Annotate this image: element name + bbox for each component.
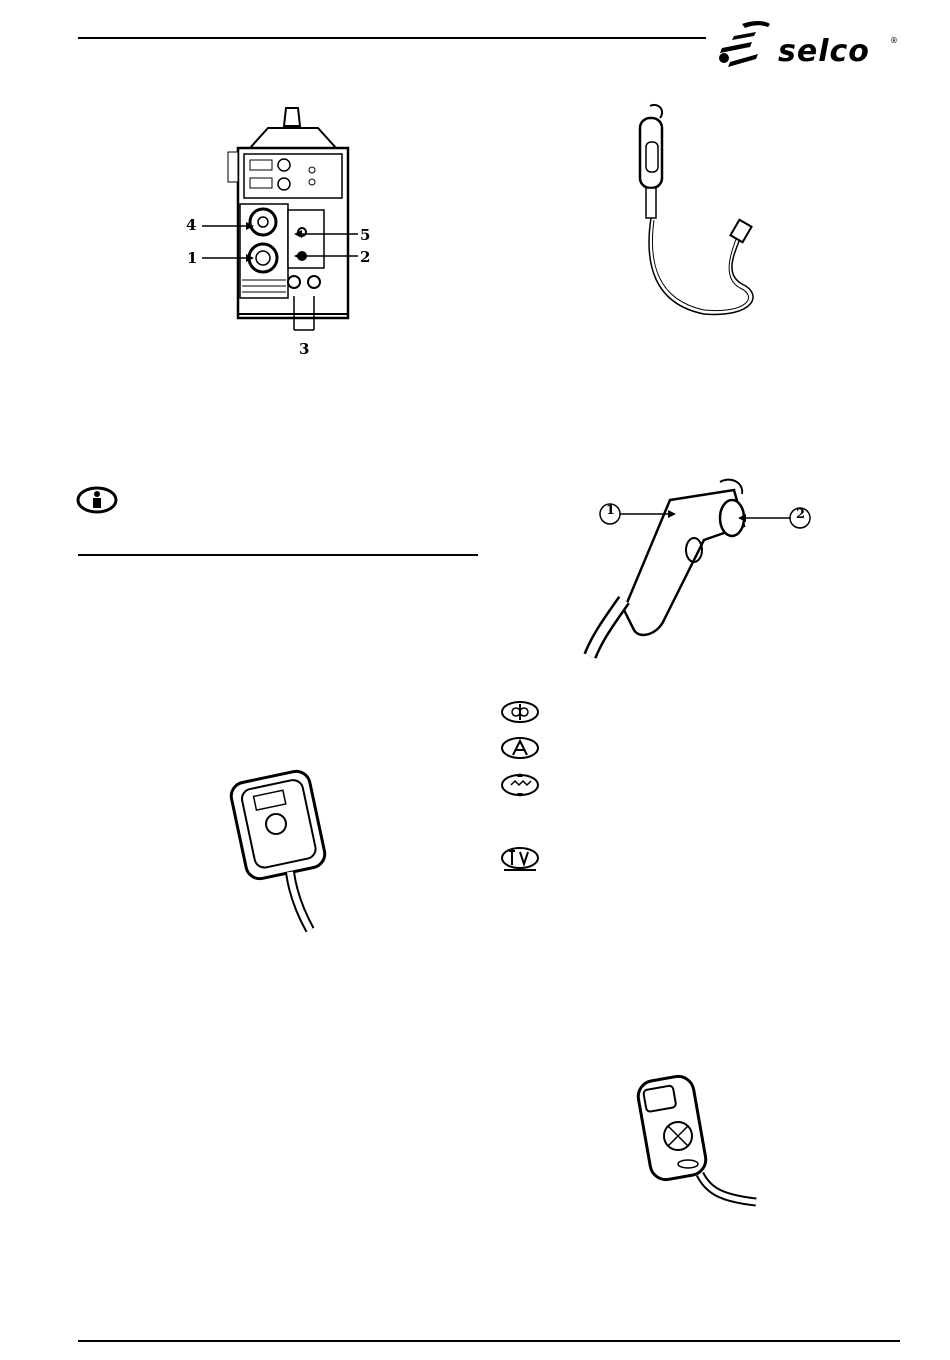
callout-arrows-front-panel <box>190 220 370 340</box>
callout-4: 4 <box>186 216 197 234</box>
current-icon <box>500 736 540 760</box>
torch-callout-1: 1 <box>606 503 616 518</box>
section-rule <box>78 554 478 556</box>
registered-mark: ® <box>890 36 898 45</box>
callout-arrows-torch <box>596 502 816 532</box>
voltage-icon <box>500 846 540 872</box>
remote-control-figure <box>230 768 330 938</box>
info-icon <box>76 486 118 514</box>
callout-5: 5 <box>360 226 371 244</box>
inductance-icon <box>500 772 540 798</box>
callout-1: 1 <box>187 249 198 267</box>
torch-figure <box>584 470 754 666</box>
callout-3: 3 <box>299 340 310 358</box>
handheld-remote-figure <box>636 1074 760 1210</box>
pendant-cable-figure <box>624 104 774 324</box>
header-rule <box>78 37 706 39</box>
wire-feed-icon <box>500 700 540 724</box>
selco-logo-icon <box>712 18 772 68</box>
logo-text: selco <box>778 34 870 69</box>
footer-rule <box>78 1340 900 1342</box>
callout-2: 2 <box>360 248 371 266</box>
torch-callout-2: 2 <box>796 507 806 522</box>
